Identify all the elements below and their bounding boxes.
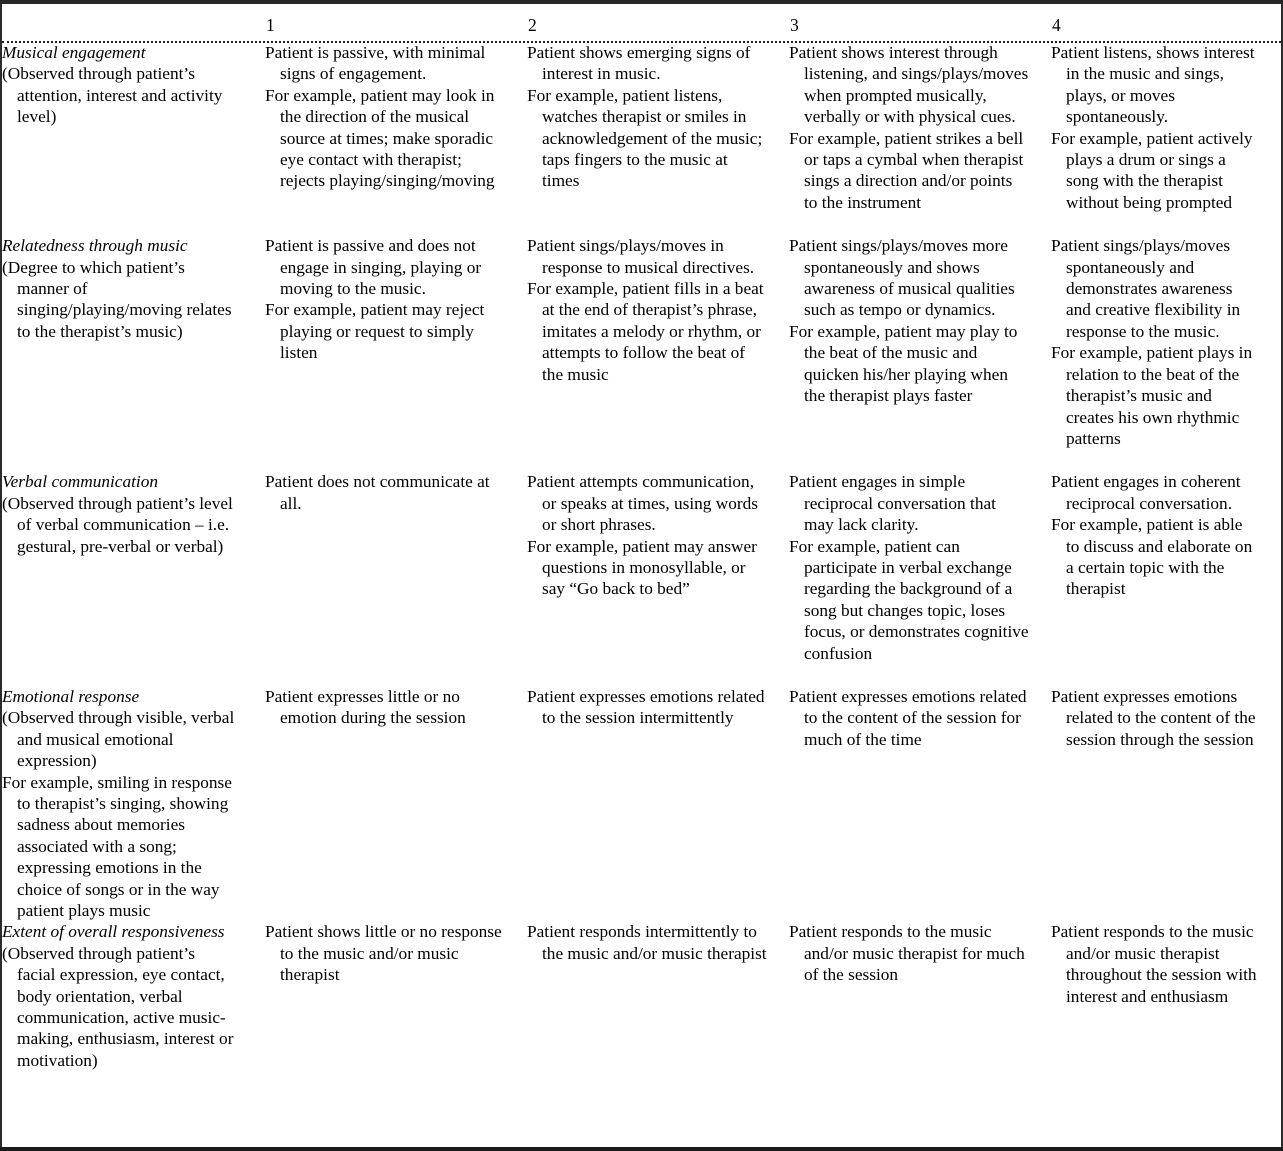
score-cell-4 [1051, 686, 1281, 921]
score-descriptor: Patient responds intermittently to the music and/or music therapist [527, 922, 767, 963]
criterion-example: For example, smiling in response to therapist’s singing, showing sadness about memories associated with a song; expressing emotions in the choice of songs or in the way patient plays music [2, 772, 232, 921]
criterion-cell [2, 921, 265, 1071]
column-header-score-4: 4 [1052, 15, 1061, 35]
criterion-description: (Observed through patient’s facial expression, eye contact, body orientation, verbal communication, active music-making, enthusiasm, interest or motivation) [2, 943, 234, 1070]
criterion-name: Relatedness through music [2, 236, 188, 256]
score-cell-4 [1051, 235, 1281, 449]
criterion-cell [2, 471, 265, 664]
score-cell-1 [265, 471, 527, 664]
criterion-name: Verbal communication [2, 472, 158, 492]
criterion-name: Extent of overall responsiveness [2, 922, 225, 942]
row-spacer [265, 664, 527, 686]
score-example: For example, patient listens, watches therapist or smiles in acknowledgement of the music; taps fingers to the music at times [527, 85, 763, 191]
table-grid [2, 4, 1281, 1147]
row-spacer [2, 449, 265, 471]
score-cell-4 [1051, 471, 1281, 664]
score-descriptor: Patient expresses little or no emotion during the session [265, 686, 466, 728]
score-cell-3 [789, 686, 1051, 921]
criterion-name: Musical engagement [2, 43, 146, 62]
score-descriptor: Patient expresses emotions related to the content of the session for much of the time [789, 686, 1027, 749]
column-header-criterion [2, 4, 265, 42]
score-descriptor: Patient responds to the music and/or music therapist for much of the session [789, 922, 1025, 985]
score-descriptor: Patient shows little or no response to the music and/or music therapist [265, 922, 502, 985]
score-cell-1 [265, 235, 527, 449]
row-spacer [527, 213, 789, 235]
row-spacer [265, 213, 527, 235]
score-example: For example, patient may look in the direction of the musical source at times; make sporadic eye contact with therapist; rejects playing/singing/moving [265, 85, 495, 191]
criterion-description: (Degree to which patient’s manner of singing/playing/moving relates to the therapist’s music) [2, 257, 232, 341]
column-header-score-1: 1 [266, 15, 275, 35]
score-cell-4 [1051, 42, 1281, 213]
criterion-description: (Observed through patient’s level of verbal communication – i.e. gestural, pre-verbal or verbal) [2, 493, 233, 556]
score-example: For example, patient plays in relation to the beat of the therapist’s music and creates his own rhythmic patterns [1051, 343, 1253, 448]
score-descriptor: Patient responds to the music and/or music therapist throughout the session with interest and enthusiasm [1051, 922, 1257, 1006]
column-header-score-2: 2 [528, 15, 537, 35]
score-cell-2 [527, 42, 789, 213]
score-example: For example, patient may play to the beat of the music and quicken his/her playing when the therapist plays faster [789, 321, 1018, 406]
score-descriptor: Patient engages in coherent reciprocal conversation. [1051, 472, 1241, 513]
column-header-score-3: 3 [790, 15, 799, 35]
row-spacer [527, 664, 789, 686]
score-cell-2 [527, 471, 789, 664]
row-spacer [265, 449, 527, 471]
row-spacer [2, 664, 265, 686]
row-spacer [1051, 664, 1281, 686]
score-cell-2 [527, 686, 789, 921]
criterion-cell [2, 686, 265, 921]
table-bottom-rule [0, 1147, 1283, 1151]
score-cell-1 [265, 921, 527, 1071]
criterion-cell [2, 235, 265, 449]
score-cell-2 [527, 235, 789, 449]
score-cell-3 [789, 42, 1051, 213]
score-example: For example, patient is able to discuss and elaborate on a certain topic with the therapist [1051, 515, 1253, 599]
score-descriptor: Patient listens, shows interest in the music and sings, plays, or moves spontaneously. [1051, 43, 1255, 127]
score-descriptor: Patient is passive, with minimal signs of engagement. [265, 43, 486, 84]
score-descriptor: Patient expresses emotions related to the session intermittently [527, 686, 765, 728]
score-example: For example, patient strikes a bell or taps a cymbal when therapist sings a direction and/or points to the instrument [789, 128, 1024, 212]
score-example: For example, patient actively plays a drum or sings a song with the therapist without being prompted [1051, 128, 1253, 212]
criterion-description: (Observed through patient’s attention, interest and activity level) [2, 64, 223, 127]
score-cell-2 [527, 921, 789, 1071]
score-cell-3 [789, 471, 1051, 664]
score-descriptor: Patient sings/plays/moves in response to musical directives. [527, 236, 755, 277]
row-spacer [1051, 449, 1281, 471]
score-descriptor: Patient expresses emotions related to the content of the session through the session [1051, 686, 1256, 749]
score-cell-1 [265, 42, 527, 213]
score-example: For example, patient may answer questions in monosyllable, or say “Go back to bed” [527, 536, 757, 599]
score-descriptor: Patient does not communicate at all. [265, 472, 490, 513]
row-spacer [789, 449, 1051, 471]
score-example: For example, patient may reject playing or request to simply listen [265, 300, 485, 363]
row-spacer [789, 664, 1051, 686]
row-spacer [789, 213, 1051, 235]
score-descriptor: Patient sings/plays/moves more spontaneously and shows awareness of musical qualities such as tempo or dynamics. [789, 236, 1015, 320]
row-spacer [527, 449, 789, 471]
score-descriptor: Patient is passive and does not engage in singing, playing or moving to the music. [265, 236, 482, 299]
score-descriptor: Patient sings/plays/moves spontaneously and demonstrates awareness and creative flexibility in response to the music. [1051, 236, 1241, 341]
score-cell-1 [265, 686, 527, 921]
score-descriptor: Patient shows interest through listening, and sings/plays/moves when prompted musically, verbally or with physical cues. [789, 43, 1029, 127]
score-descriptor: Patient attempts communication, or speaks at times, using words or short phrases. [527, 472, 758, 535]
criterion-name: Emotional response [2, 686, 140, 706]
criterion-description: (Observed through visible, verbal and musical emotional expression) [2, 708, 235, 771]
row-spacer [1051, 213, 1281, 235]
row-spacer [2, 213, 265, 235]
score-example: For example, patient can participate in verbal exchange regarding the background of a song but changes topic, loses focus, or demonstrates cognitive confusion [789, 536, 1029, 663]
criterion-cell [2, 42, 265, 213]
score-cell-3 [789, 235, 1051, 449]
score-cell-4 [1051, 921, 1281, 1071]
score-descriptor: Patient shows emerging signs of interest in music. [527, 43, 751, 84]
score-descriptor: Patient engages in simple reciprocal conversation that may lack clarity. [789, 472, 996, 535]
score-example: For example, patient fills in a beat at the end of therapist’s phrase, imitates a melody or rhythm, or attempts to follow the beat of the music [527, 279, 764, 384]
score-cell-3 [789, 921, 1051, 1071]
